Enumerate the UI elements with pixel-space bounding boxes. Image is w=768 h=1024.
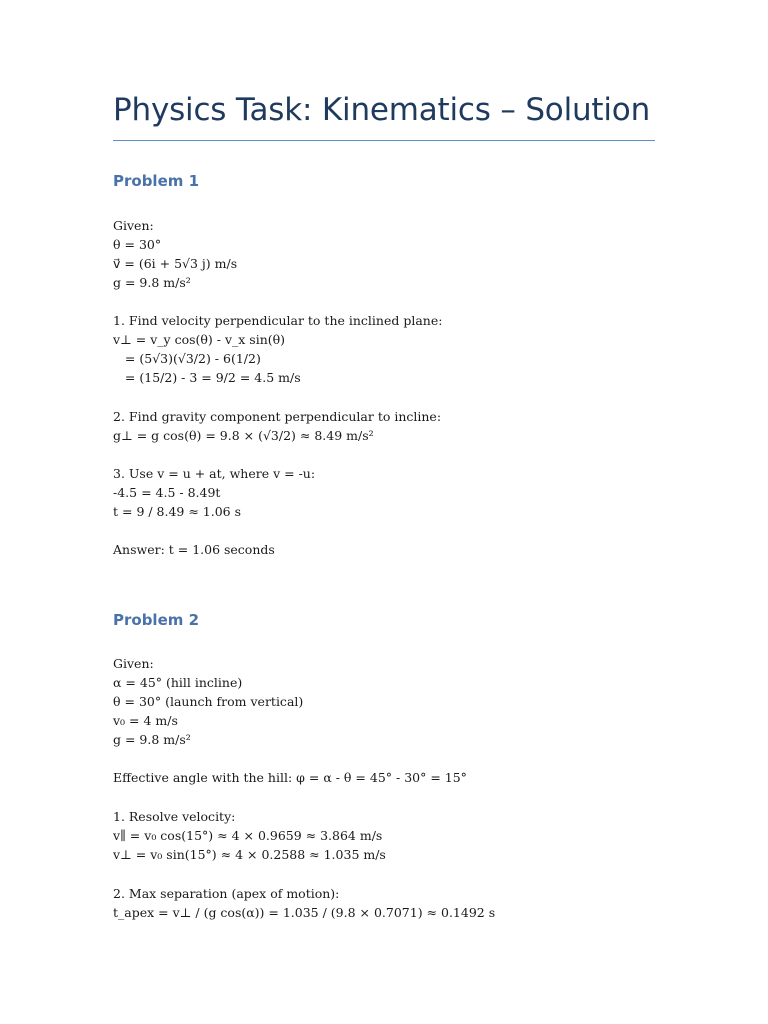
step-heading: 1. Find velocity perpendicular to the inclined plane: (113, 313, 443, 328)
problem-1-given (113, 216, 237, 292)
given-gravity: g = 9.8 m/s² (113, 275, 191, 290)
step-equation: v∥ = v₀ cos(15°) ≈ 4 × 0.9659 ≈ 3.864 m/s (113, 828, 383, 843)
step-heading: 3. Use v = u + at, where v = -u: (113, 466, 316, 481)
step-heading: 1. Resolve velocity: (113, 809, 236, 824)
step-equation: = (15/2) - 3 = 9/2 = 4.5 m/s (113, 370, 301, 385)
problem-1-answer (113, 540, 275, 559)
problem-1-step-2 (113, 407, 441, 445)
step-equation: t_apex = v⊥ / (g cos(α)) = 1.035 / (9.8 × 0.7071) ≈ 0.1492 s (113, 905, 496, 920)
problem-1-step-1 (113, 311, 442, 387)
problem-2-heading: Problem 2 (113, 611, 200, 629)
step-equation: t = 9 / 8.49 ≈ 1.06 s (113, 504, 242, 519)
step-equation: v⊥ = v₀ sin(15°) ≈ 4 × 0.2588 ≈ 1.035 m/s (113, 847, 386, 862)
given-initial-speed: v₀ = 4 m/s (113, 713, 178, 728)
step-equation: g⊥ = g cos(θ) = 9.8 × (√3/2) ≈ 8.49 m/s² (113, 428, 374, 443)
given-theta: θ = 30° (113, 237, 162, 252)
document-title: Physics Task: Kinematics – Solution (113, 92, 651, 128)
given-alpha: α = 45° (hill incline) (113, 675, 243, 690)
title-divider (113, 140, 655, 141)
problem-2-effective-angle (113, 768, 467, 787)
answer-text: Answer: t = 1.06 seconds (113, 542, 275, 557)
given-velocity: v⃗ = (6i + 5√3 j) m/s (113, 256, 238, 271)
problem-2-given (113, 654, 303, 749)
problem-2-step-1 (113, 807, 386, 864)
given-gravity: g = 9.8 m/s² (113, 732, 191, 747)
given-label: Given: (113, 218, 154, 233)
step-equation: -4.5 = 4.5 - 8.49t (113, 485, 221, 500)
step-heading: 2. Find gravity component perpendicular to incline: (113, 409, 442, 424)
effective-angle-text: Effective angle with the hill: φ = α - θ = 45° - 30° = 15° (113, 770, 467, 785)
problem-1-heading: Problem 1 (113, 172, 200, 190)
problem-2-step-2 (113, 884, 495, 922)
step-heading: 2. Max separation (apex of motion): (113, 886, 340, 901)
problem-1-step-3 (113, 464, 315, 521)
given-label: Given: (113, 656, 154, 671)
given-theta: θ = 30° (launch from vertical) (113, 694, 304, 709)
step-equation: v⊥ = v_y cos(θ) - v_x sin(θ) (113, 332, 286, 347)
step-equation: = (5√3)(√3/2) - 6(1/2) (113, 351, 261, 366)
